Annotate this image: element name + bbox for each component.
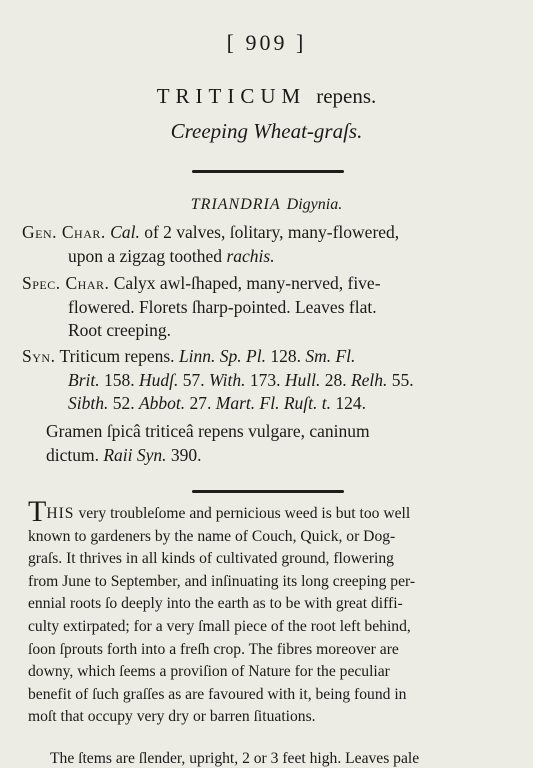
common-name: Creeping Wheat-graſs.: [170, 119, 363, 143]
syn-text: 55.: [387, 369, 414, 390]
class-name: TRIANDRIA: [190, 196, 281, 213]
syn-text: 28.: [320, 369, 351, 390]
generic-character: [22, 221, 517, 268]
body-line: ennial roots ſo deeply into the earth as to be with great diffi-: [28, 595, 403, 613]
genus-name: TRITICUM: [156, 84, 307, 108]
synonyms: [22, 345, 517, 416]
syn-ref: Relh.: [350, 369, 388, 390]
body-line: very troubleſome and pernicious weed is but too well: [78, 505, 411, 522]
body-line: known to gardeners by the name of Couch, Quick, or Dog-: [28, 527, 396, 545]
syn-text: 128.: [265, 346, 306, 366]
syn-ref: Hull.: [284, 369, 321, 390]
syn-ref: Abbot.: [138, 393, 186, 413]
gen-char-abbr: Cal.: [110, 222, 140, 242]
syn-label: Syn.: [22, 346, 56, 366]
page-title: [0, 84, 533, 109]
syn-text: 173.: [245, 369, 285, 390]
spec-char-label: Spec. Char.: [22, 273, 110, 293]
gen-char-line2: upon a zigzag toothed: [68, 245, 227, 266]
syn-text: 124.: [331, 393, 366, 413]
cut-off-line: The ſtems are ſlender, upright, 2 or 3 feet high. Leaves pale: [50, 750, 420, 767]
top-divider: [192, 170, 344, 173]
body-line: moſt that occupy very dry or barren ſituations.: [28, 708, 316, 726]
syn-ref: Sibth.: [68, 393, 109, 413]
syn-text: 27.: [185, 393, 216, 413]
gen-char-label: Gen. Char.: [22, 222, 106, 242]
syn-ref: Mart. Fl. Ruſt. t.: [215, 393, 331, 413]
syn-ref: Linn. Sp. Pl.: [178, 346, 266, 366]
syn-text: 158.: [99, 369, 139, 390]
body-line: ſoon ſprouts forth into a freſh crop. The fibres moreover are: [28, 640, 399, 658]
species-name: repens.: [316, 84, 377, 108]
linnaean-classification: [0, 196, 533, 214]
order-name: Digynia.: [286, 196, 343, 213]
body-line: graſs. It thrives in all kinds of cultivated ground, flowering: [28, 550, 394, 568]
syn-text: 52.: [108, 393, 139, 413]
syn-text: 57.: [178, 369, 209, 390]
body-line: downy, which ſeems a proviſion of Nature for the peculiar: [28, 663, 390, 681]
body-line: from June to September, and inſinuating its long creeping per-: [28, 572, 416, 590]
syn-ref: Brit.: [68, 369, 100, 390]
drop-cap: T: [28, 495, 47, 528]
specific-character: [22, 272, 517, 343]
gramen-line1: Gramen ſpicâ triticeâ repens vulgare, caninum: [46, 421, 370, 441]
description-body: [28, 495, 525, 729]
spec-char-line2: flowered. Florets ſharp-pointed. Leaves flat.: [68, 296, 377, 317]
gramen-text: 390.: [166, 444, 202, 465]
syn-ref: Hudſ.: [138, 369, 179, 390]
gen-char-rachis: rachis.: [226, 245, 275, 266]
spec-char-line3: Root creeping.: [68, 320, 172, 340]
gen-char-line1: of 2 valves, ſolitary, many-flowered,: [139, 222, 400, 242]
first-word: HIS: [46, 505, 75, 522]
gramen-text: dictum.: [46, 444, 104, 465]
page-number: [ 909 ]: [226, 30, 307, 55]
gramen-synonym: [46, 420, 516, 467]
body-line: benefit of ſuch graſſes as are favoured with it, being found in: [28, 685, 407, 703]
syn-ref: With.: [208, 369, 246, 390]
gramen-ref: Raii Syn.: [103, 444, 167, 465]
spec-char-line1: Calyx awl-ſhaped, many-nerved, five-: [109, 273, 381, 293]
syn-text: Triticum repens.: [55, 346, 179, 366]
bottom-divider: [192, 490, 344, 493]
syn-ref: Sm. Fl.: [305, 346, 356, 366]
body-line: culty extirpated; for a very ſmall piece of the root left behind,: [28, 617, 411, 635]
